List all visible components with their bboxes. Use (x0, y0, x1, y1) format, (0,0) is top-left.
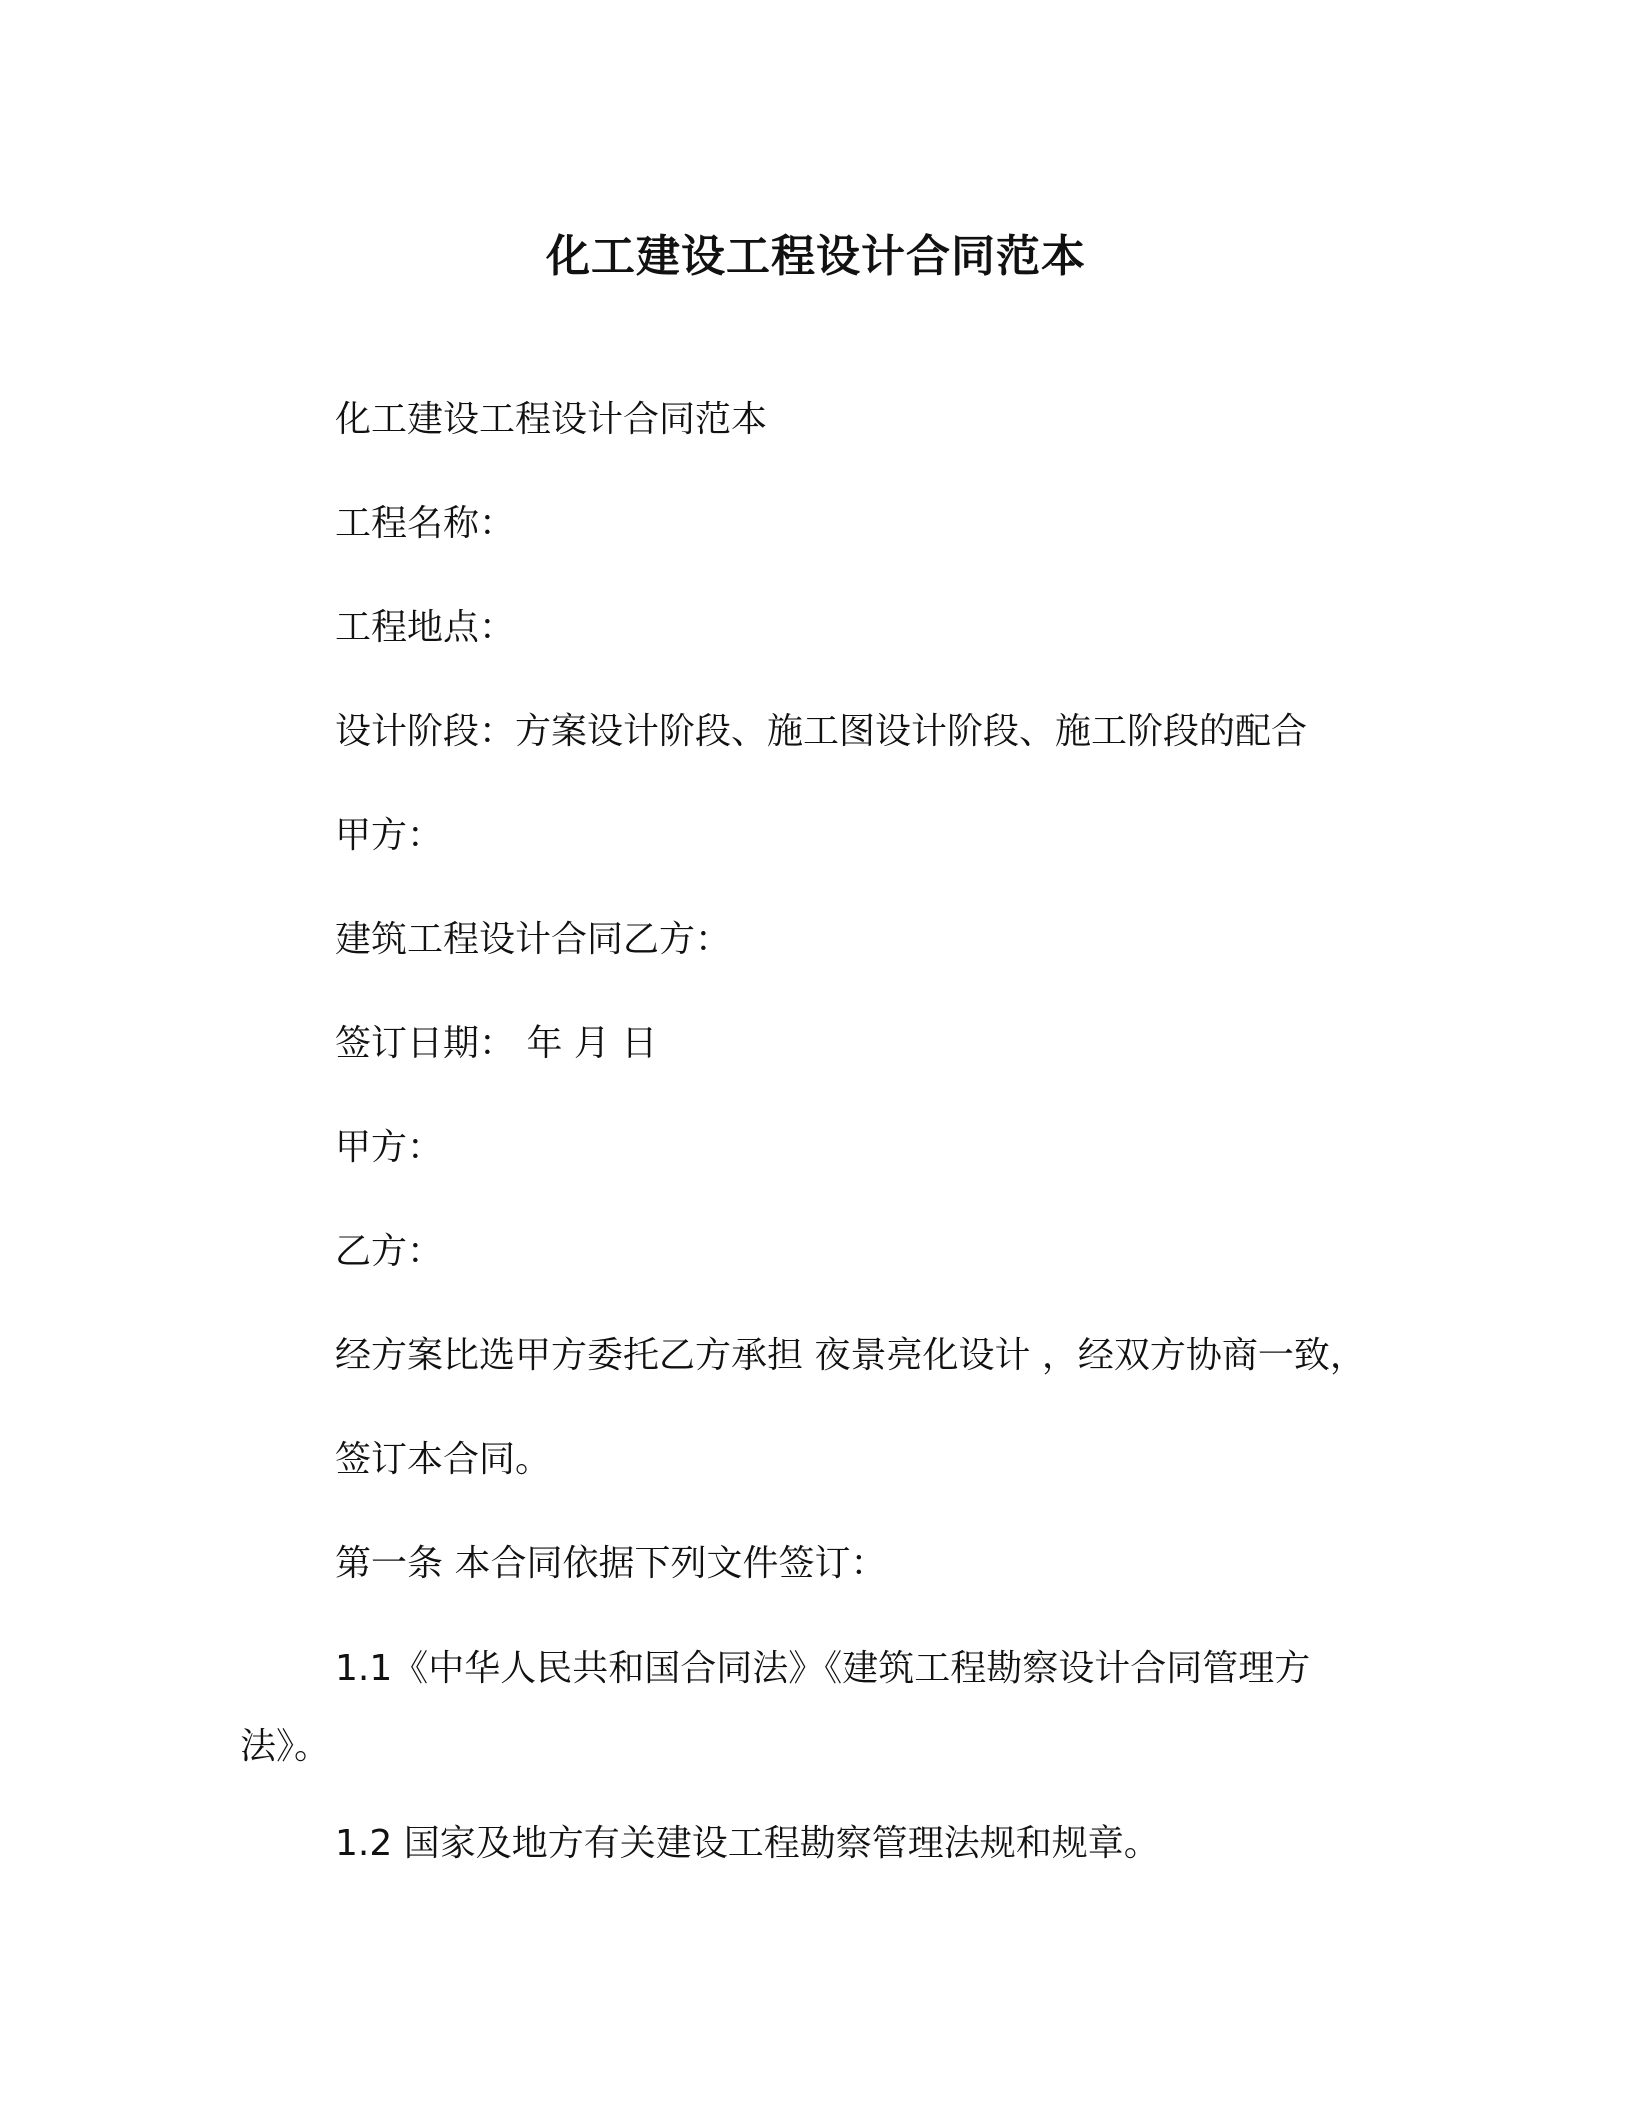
project-location-line: 工程地点： (335, 607, 516, 648)
design-stage-line: 设计阶段：方案设计阶段、施工图设计阶段、施工阶段的配合 (335, 711, 1308, 752)
subtitle-line: 化工建设工程设计合同范本 (335, 399, 768, 440)
entrustment-line: 经方案比选甲方委托乙方承担 夜景亮化设计 ，经双方协商一致， (335, 1335, 1366, 1376)
article-one-heading: 第一条 本合同依据下列文件签订： (335, 1543, 887, 1584)
party-b-line: 建筑工程设计合同乙方： (335, 919, 732, 960)
party-a-line-2: 甲方： (335, 1127, 444, 1168)
party-a-line: 甲方： (335, 815, 444, 856)
project-name-line: 工程名称： (335, 503, 516, 544)
party-b-line-2: 乙方： (335, 1231, 444, 1272)
clause-1-2: 1.2 国家及地方有关建设工程勘察管理法规和规章。 (335, 1823, 1160, 1864)
document-title: 化工建设工程设计合同范本 (546, 231, 1086, 282)
clause-1-1: 1.1《中华人民共和国合同法》《建筑工程勘察设计合同管理方法》。 (240, 1648, 1311, 1767)
sign-contract-line: 签订本合同。 (335, 1439, 552, 1480)
signing-date-line: 签订日期： 年 月 日 (335, 1023, 658, 1064)
